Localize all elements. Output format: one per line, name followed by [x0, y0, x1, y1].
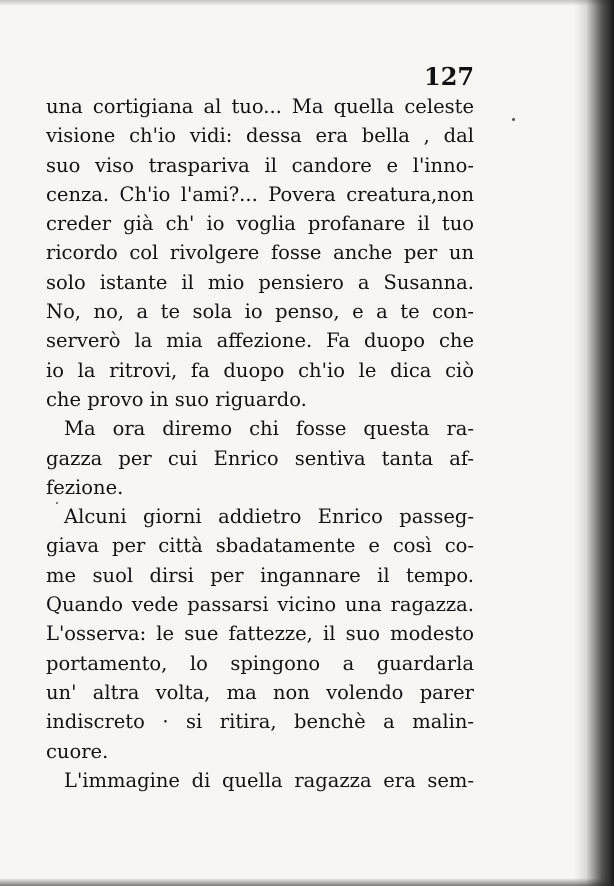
- text-line: un' altra volta, ma non volendo parer: [46, 680, 474, 704]
- text-line: Ma ora diremo chi fosse questa ra-: [64, 417, 474, 441]
- text-line: fezione.: [46, 475, 124, 499]
- text-line: portamento, lo spingono a guardarla: [46, 651, 474, 675]
- text-line: indiscreto · si ritira, benchè a malin-: [46, 710, 474, 734]
- ink-speck: [512, 118, 515, 121]
- text-line: serverò la mia affezione. Fa duopo che: [46, 329, 474, 353]
- text-line: gazza per cui Enrico sentiva tanta af-: [46, 446, 474, 470]
- text-line: L'osserva: le sue fattezze, il suo modesto: [46, 622, 474, 646]
- text-line: L'immagine di quella ragazza era sem-: [64, 768, 474, 792]
- page-number: 127: [424, 62, 475, 91]
- text-line: ricordo col rivolgere fosse anche per un: [46, 241, 474, 265]
- body-text: [46, 92, 474, 795]
- scan-edge-right: [574, 0, 614, 886]
- text-line: io la ritrovi, fa duopo ch'io le dica ciò: [46, 358, 474, 382]
- text-line: solo istante il mio pensiero a Susanna.: [46, 270, 474, 294]
- text-line: creder già ch' io voglia profanare il tuo: [46, 212, 474, 236]
- scan-edge-bottom: [0, 878, 614, 886]
- text-line: suo viso traspariva il candore e l'inno-: [46, 153, 474, 177]
- text-line: giava per città sbadatamente e così co-: [46, 534, 474, 558]
- text-line: Alcuni giorni addietro Enrico passeg-: [64, 505, 474, 529]
- text-line: che provo in suo riguardo.: [46, 387, 307, 411]
- text-line: Quando vede passarsi vicino una ragazza.: [46, 593, 474, 617]
- text-line: una cortigiana al tuo... Ma quella celeste: [46, 95, 474, 118]
- text-line: No, no, a te sola io penso, e a te con-: [46, 300, 474, 324]
- text-line: me suol dirsi per ingannare il tempo.: [46, 563, 474, 587]
- text-line: visione ch'io vidi: dessa era bella , dal: [46, 124, 474, 148]
- scan-edge-top: [0, 0, 614, 6]
- text-line: cenza. Ch'io l'ami?... Povera creatura,non: [46, 182, 474, 206]
- text-line: cuore.: [46, 739, 109, 763]
